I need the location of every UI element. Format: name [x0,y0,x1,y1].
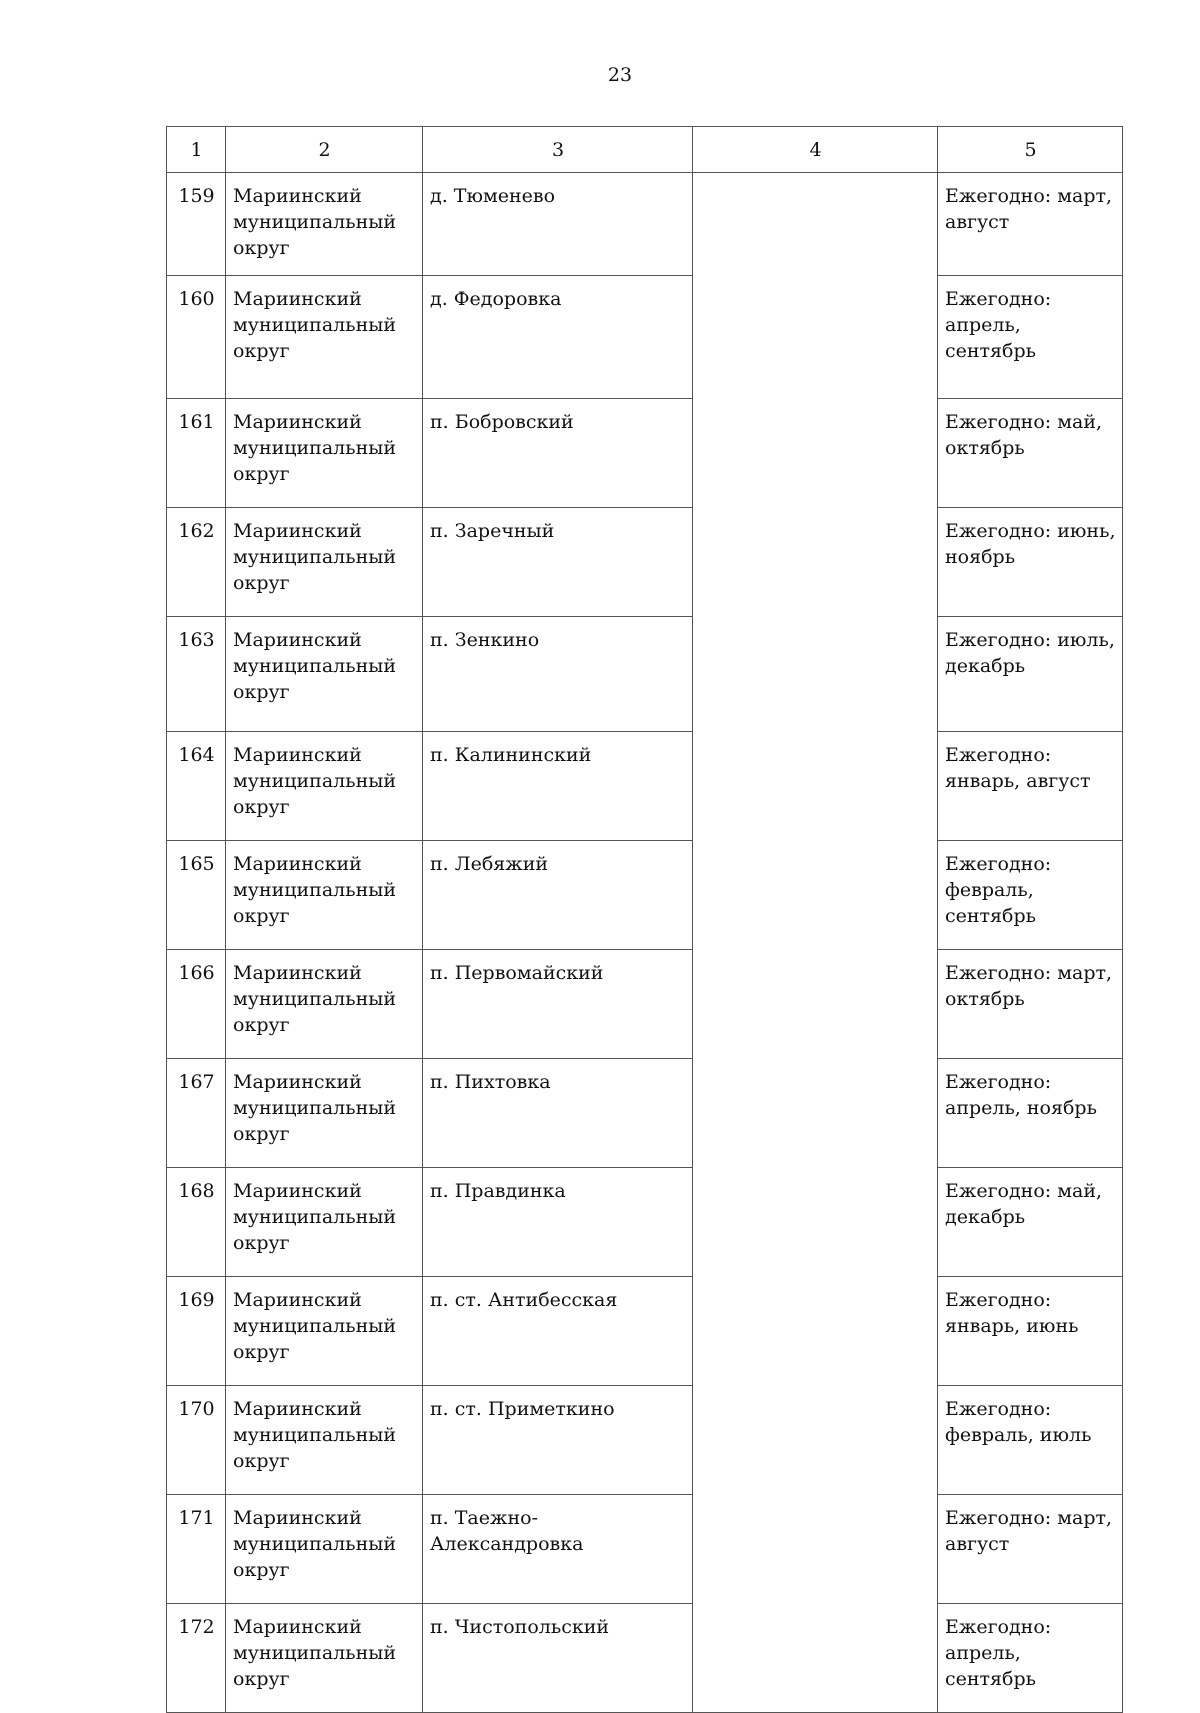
row-number: 161 [167,399,226,508]
schedule-cell: Ежегодно: июнь, ноябрь [938,508,1123,617]
table-body [167,173,1123,1713]
district-cell: Мариинский муниципальный округ [226,399,423,508]
schedule-cell: Ежегодно: январь, июнь [938,1277,1123,1386]
locality-cell: п. Чистопольский [423,1604,693,1713]
table-row [167,841,1123,950]
locality-cell: п. Первомайский [423,950,693,1059]
district-cell: Мариинский муниципальный округ [226,841,423,950]
district-cell: Мариинский муниципальный округ [226,1059,423,1168]
district-cell: Мариинский муниципальный округ [226,1277,423,1386]
row-number: 166 [167,950,226,1059]
schedule-cell: Ежегодно: апрель, сентябрь [938,276,1123,399]
locality-cell: п. Калининский [423,732,693,841]
table-row [167,173,1123,276]
row-number: 167 [167,1059,226,1168]
district-cell: Мариинский муниципальный округ [226,950,423,1059]
table-row [167,508,1123,617]
locality-cell: п. Зенкино [423,617,693,732]
table-row [167,732,1123,841]
header-col-1: 1 [167,127,226,173]
table-row [167,617,1123,732]
row-number: 164 [167,732,226,841]
district-cell: Мариинский муниципальный округ [226,508,423,617]
schedule-cell: Ежегодно: апрель, сентябрь [938,1604,1123,1713]
table-row [167,1495,1123,1604]
header-row [167,127,1123,173]
locality-cell: п. Заречный [423,508,693,617]
schedule-cell: Ежегодно: май, декабрь [938,1168,1123,1277]
table-row [167,399,1123,508]
table-row [167,1386,1123,1495]
locality-cell: п. Таежно-Александровка [423,1495,693,1604]
locality-cell: д. Тюменево [423,173,693,276]
row-number: 165 [167,841,226,950]
row-number: 169 [167,1277,226,1386]
row-number: 170 [167,1386,226,1495]
merged-col-4-cell [693,173,938,1713]
locality-cell: п. ст. Антибесская [423,1277,693,1386]
schedule-cell: Ежегодно: май, октябрь [938,399,1123,508]
locality-cell: д. Федоровка [423,276,693,399]
schedule-cell: Ежегодно: январь, август [938,732,1123,841]
locality-cell: п. ст. Приметкино [423,1386,693,1495]
table-row [167,950,1123,1059]
header-col-4: 4 [693,127,938,173]
schedule-cell: Ежегодно: апрель, ноябрь [938,1059,1123,1168]
locality-cell: п. Лебяжий [423,841,693,950]
row-number: 171 [167,1495,226,1604]
schedule-cell: Ежегодно: март, август [938,173,1123,276]
table-row [167,1604,1123,1713]
locality-cell: п. Бобровский [423,399,693,508]
table-row [167,276,1123,399]
schedule-cell: Ежегодно: март, октябрь [938,950,1123,1059]
district-cell: Мариинский муниципальный округ [226,1386,423,1495]
table-row [167,1168,1123,1277]
district-cell: Мариинский муниципальный округ [226,1495,423,1604]
header-col-5: 5 [938,127,1123,173]
schedule-cell: Ежегодно: февраль, сентябрь [938,841,1123,950]
row-number: 163 [167,617,226,732]
row-number: 160 [167,276,226,399]
page-number: 23 [607,64,633,86]
district-cell: Мариинский муниципальный округ [226,1604,423,1713]
schedule-cell: Ежегодно: июль, декабрь [938,617,1123,732]
header-col-3: 3 [423,127,693,173]
table-row [167,1059,1123,1168]
locality-cell: п. Правдинка [423,1168,693,1277]
district-cell: Мариинский муниципальный округ [226,1168,423,1277]
row-number: 159 [167,173,226,276]
row-number: 162 [167,508,226,617]
schedule-table [166,126,1123,1713]
schedule-cell: Ежегодно: март, август [938,1495,1123,1604]
district-cell: Мариинский муниципальный округ [226,617,423,732]
locality-cell: п. Пихтовка [423,1059,693,1168]
row-number: 168 [167,1168,226,1277]
district-cell: Мариинский муниципальный округ [226,173,423,276]
district-cell: Мариинский муниципальный округ [226,732,423,841]
district-cell: Мариинский муниципальный округ [226,276,423,399]
schedule-cell: Ежегодно: февраль, июль [938,1386,1123,1495]
header-col-2: 2 [226,127,423,173]
row-number: 172 [167,1604,226,1713]
table-row [167,1277,1123,1386]
